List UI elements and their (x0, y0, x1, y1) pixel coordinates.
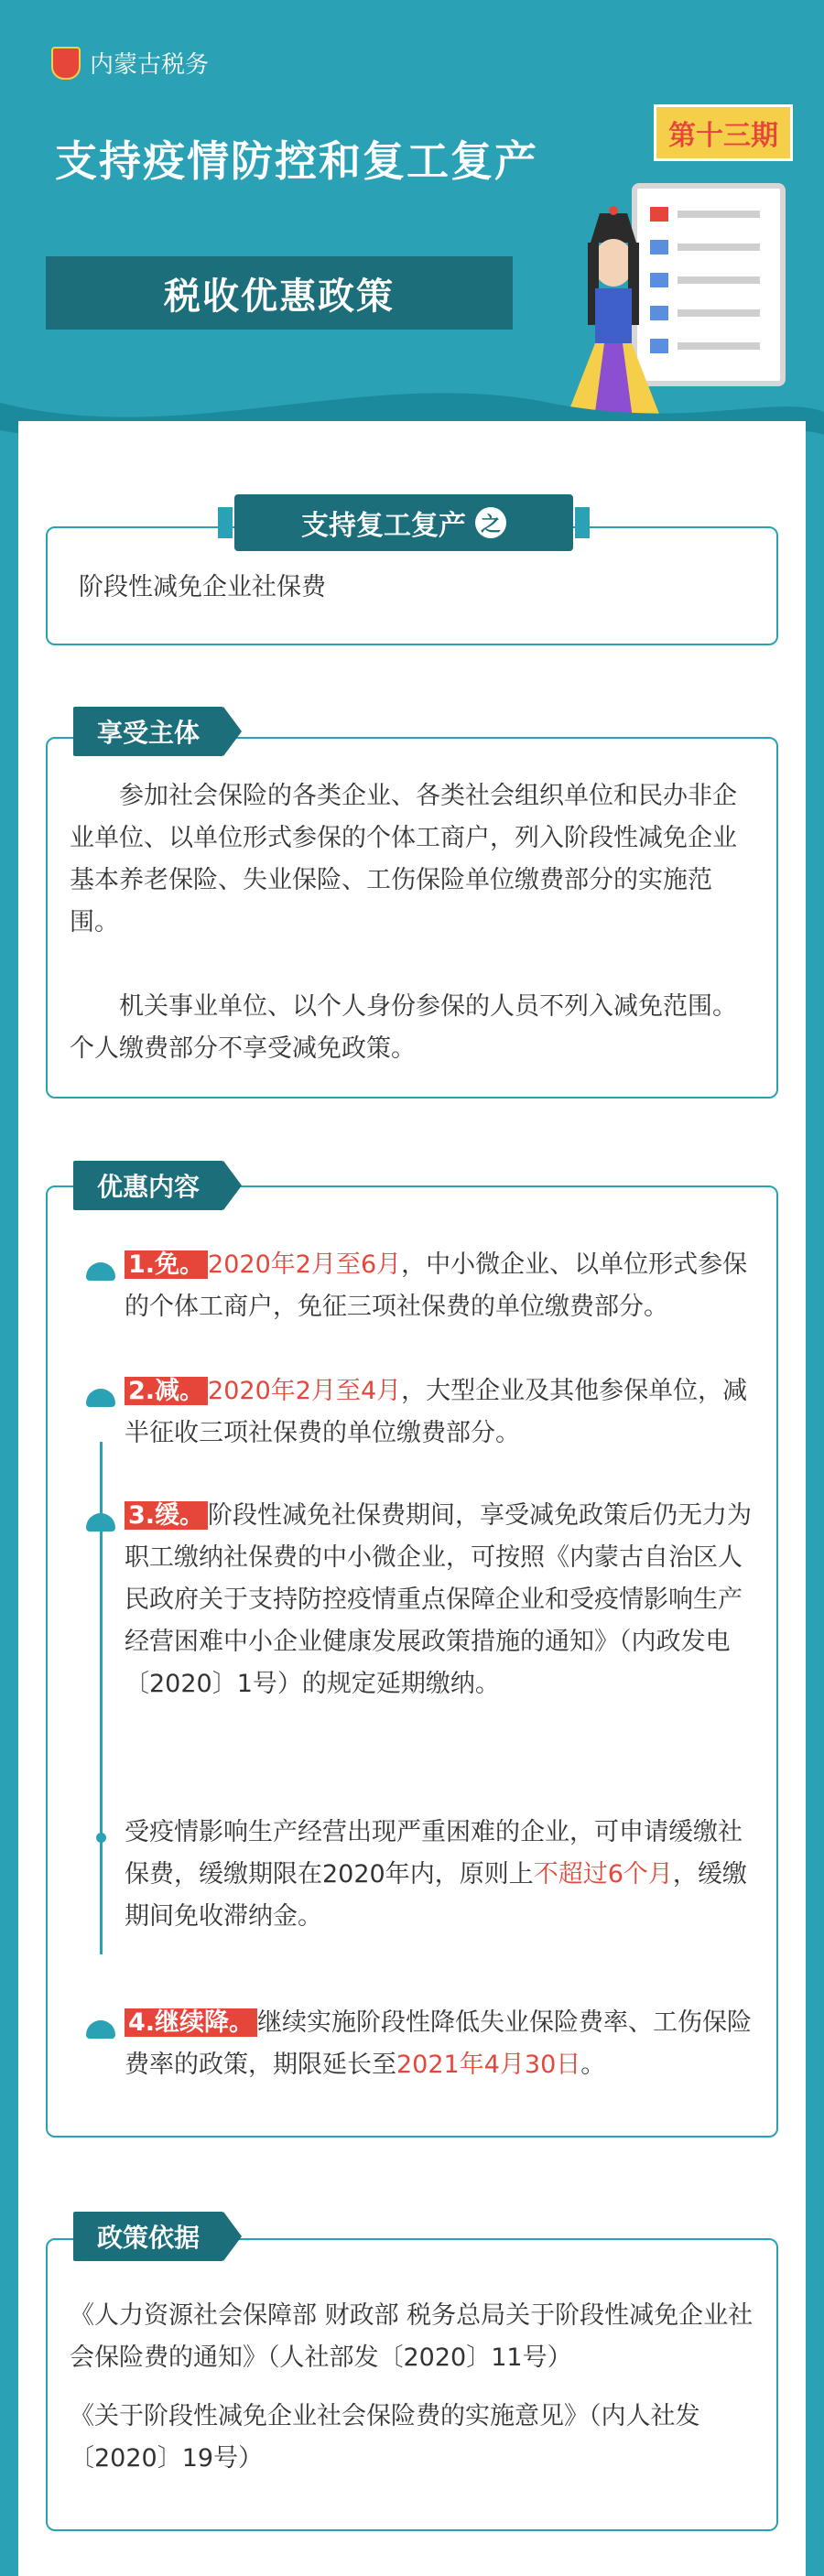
eligibility-paragraph-1: 参加社会保险的各类企业、各类社会组织单位和民办非企业单位、以单位形式参保的个体工商户，列入阶段性减免企业基本养老保险、失业保险、工伤保险单位缴费部分的实施范围。 (70, 782, 737, 936)
item-3-label: 3.缓。 (125, 1501, 208, 1530)
tag-benefits: 优惠内容 (73, 1161, 223, 1210)
item-1-icon (86, 1262, 115, 1281)
header (0, 0, 824, 430)
sub-item-dot (96, 1833, 106, 1843)
issue-badge: 第十三期 (654, 104, 793, 161)
benefit-sub-item (125, 1812, 765, 1938)
section-benefits (46, 1185, 778, 2138)
intro-banner-label: 支持复工复产 (301, 510, 466, 542)
tag-basis: 政策依据 (73, 2212, 223, 2261)
main-title: 支持疫情防控和复工复产 (55, 136, 538, 186)
benefit-item-2 (125, 1370, 765, 1455)
logo (51, 46, 209, 80)
tax-emblem-icon (51, 47, 81, 80)
intro-text: 阶段性减免企业社保费 (79, 573, 326, 601)
basis-paragraph-2: 《关于阶段性减免企业社会保险费的实施意见》（内人社发〔2020〕19号） (70, 2402, 700, 2473)
benefit-item-4 (125, 2002, 765, 2086)
item-2-icon (86, 1389, 115, 1407)
section-eligibility (46, 737, 778, 1099)
item-4-highlight: 2021年4月30日 (396, 2051, 581, 2079)
sub-item-text-2: ，缓缴期间免收滞纳金。 (125, 1860, 747, 1931)
item-1-label: 1.免。 (125, 1250, 208, 1279)
item-4-tail: 。 (580, 2051, 606, 2079)
item-2-label: 2.减。 (125, 1377, 208, 1405)
tag-eligibility: 享受主体 (73, 707, 223, 756)
item-3-icon (86, 1513, 115, 1532)
item-4-text: 继续实施阶段性降低失业保险费率、工伤保险费率的政策，期限延长至 (125, 2008, 753, 2079)
item-2-highlight: 2020年2月至4月 (208, 1377, 402, 1405)
item-3-text: 阶段性减免社保费期间，享受减免政策后仍无力为职工缴纳社保费的中小微企业，可按照《内蒙古自治区人民政府关于支持防控疫情重点保障企业和受疫情影响生产经营困难中小企业健康发展政策措施的通知》（内政发电〔2020〕1号）的规定延期缴纳。 (125, 1501, 753, 1698)
benefit-item-3 (125, 1495, 765, 1705)
item-4-label: 4.继续降。 (125, 2008, 257, 2037)
subtitle-banner: 税收优惠政策 (46, 256, 513, 330)
basis-paragraph-1: 《人力资源社会保障部 财政部 税务总局关于阶段性减免企业社会保险费的通知》（人社部发〔2020〕11号） (70, 2301, 754, 2372)
content-panel (18, 421, 806, 2576)
intro-banner (234, 494, 573, 551)
section-basis (46, 2238, 778, 2531)
intro-banner-number: 之 (475, 507, 506, 538)
item-2-text: ，大型企业及其他参保单位，减半征收三项社保费的单位缴费部分。 (125, 1377, 748, 1447)
benefit-item-1 (125, 1244, 765, 1328)
item-1-highlight: 2020年2月至6月 (208, 1250, 402, 1279)
sub-item-red: 不超过6个月 (533, 1860, 673, 1889)
item-4-icon (86, 2020, 115, 2039)
logo-text: 内蒙古税务 (90, 51, 210, 79)
item-1-text: ，中小微企业、以单位形式参保的个体工商户，免征三项社保费的单位缴费部分。 (125, 1250, 748, 1321)
sub-item-text-1: 受疫情影响生产经营出现严重困难的企业，可申请缓缴社保费，缓缴期限在2020年内，原则上 (125, 1818, 743, 1889)
eligibility-paragraph-2: 机关事业单位、以个人身份参保的人员不列入减免范围。个人缴费部分不享受减免政策。 (70, 992, 737, 1063)
